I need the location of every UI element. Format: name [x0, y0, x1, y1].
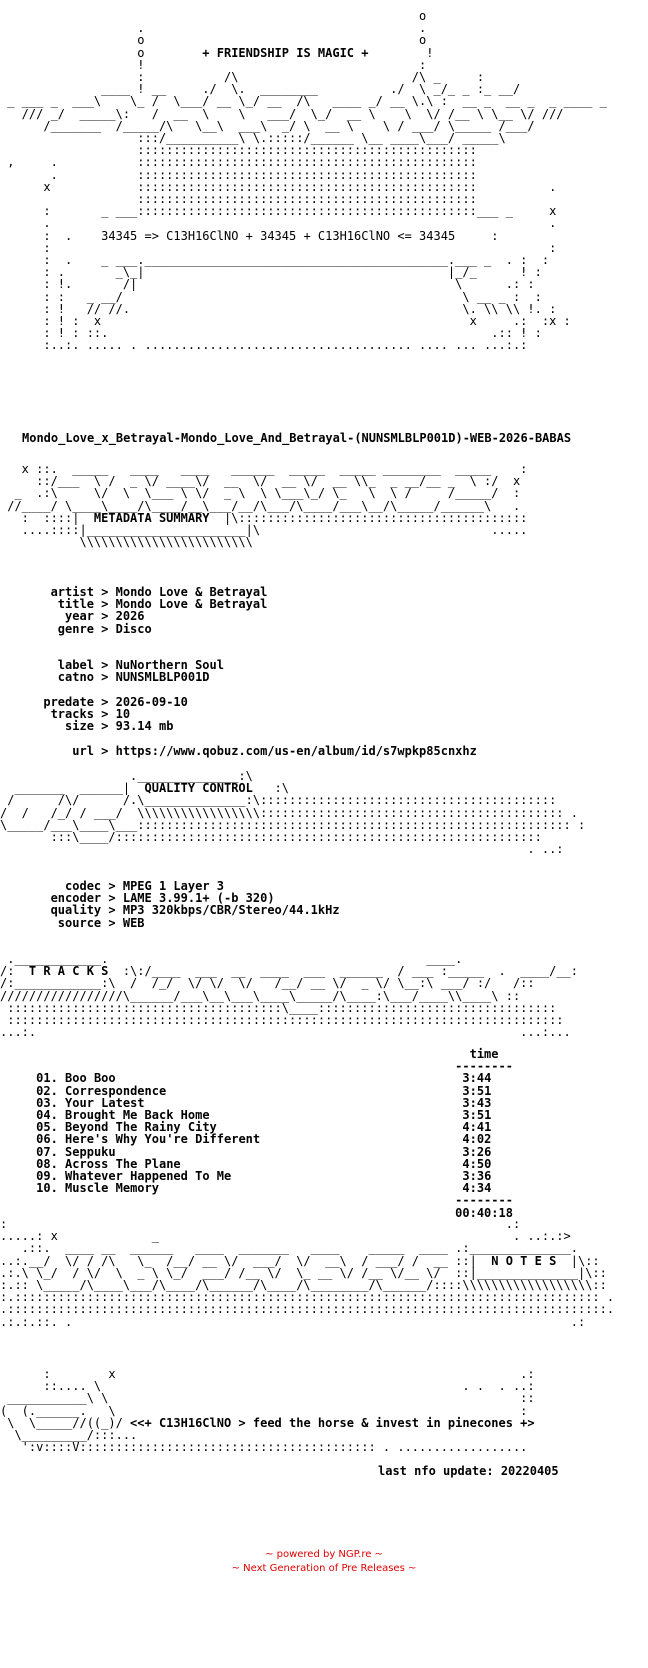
meta-artist: Mondo Love & Betrayal — [115, 585, 268, 599]
notes-ascii-art: : .: .....: x _ . ..:.:> .::. ____ __ ______ ____ _______ ____ _____ ____ .:______________. ..:.__/ \/ / /\ \_ /__/ __ \/ ___/ \/ __\ / ___/ / __ ::| N O T E S |\:: .:.\ \_/ / \/ \ _ \ \_/ ___/ /__ \/ \_ __ \/ /__ \/__ \/ ::|______________|\:: :.:: \_____/\____\___/\____/\______/\____/\________/\______/::::\\\\\\\\\\\\\\\\\\:: :.::::::::::::::::::::::::::::::::::::::::::::::::::::::::::::::::::::::::::::::::: . .:::::::::::::::::::::::::::::::::::::::::::::::::::::::::::::::::::::::::::::::::::. .:.:.::. . .: — [0, 1217, 615, 1329]
meta-catno: NUNSMLBLP001D — [115, 670, 210, 685]
tracklist: time -------- 01. Boo Boo 3:44 02. Correspondence 3:51 03. Your Latest 3:43 04. Brought Me Back Home 3:51 05. Beyond The Rainy City 4:41 06. Here's Why You're Different 4:02 07. Seppuku 3:26 08. Across The Plane 4:50 09. Whatever Happened To Me 3:36 10. Muscle Memory 4:34 -------- 00:40:18 — [36, 1047, 513, 1220]
q-source: WEB — [122, 915, 145, 930]
footer-powered[interactable]: ~ powered by NGP.re ~ — [265, 1549, 383, 1560]
track-10: 10. Muscle Memory 4:34 — [36, 1181, 492, 1196]
meta-url: https://www.qobuz.com/us-en/album/id/s7wpkp85cnxhz — [115, 743, 477, 758]
track-4: 04. Brought Me Back Home 3:51 — [36, 1108, 492, 1123]
track-9: 09. Whatever Happened To Me 3:36 — [36, 1169, 492, 1184]
track-8: 08. Across The Plane 4:50 — [36, 1156, 492, 1171]
notes-tagline: <<+ C13H16ClNO > feed the horse & invest in pinecones +> — [130, 1415, 535, 1430]
track-5: 05. Beyond The Rainy City 4:41 — [36, 1120, 492, 1135]
track-2: 02. Correspondence 3:51 — [36, 1083, 492, 1098]
track-1: 01. Boo Boo 3:44 — [36, 1071, 492, 1086]
quality-ascii-art: .______________:\ _______ ______| QUALITY CONTROL :\ / /\/ /.\______________:\::::::::::::::::::::::::::::::::::::::::: / / /_/ / ___/ \\\\\\\\\\\\\\\\\:::::::::::::::::::::::::::::::::::::::::: . \_____/___\____\___:::::::::::::::::::::::::::::::::::::::::::::::::::::::::::: : :::\____/::::::::::::::::::::::::::::::::::::::::::::::::::::::::::: . ..: — [0, 769, 586, 857]
section-metadata: METADATA SUMMARY — [93, 510, 210, 525]
q-codec: MPEG 1 Layer 3 — [122, 879, 224, 893]
section-tracks: T R A C K S — [28, 964, 109, 979]
meta-tracks: 10 — [115, 707, 131, 722]
footer-next: ~ Next Generation of Pre Releases ~ — [231, 1563, 417, 1574]
track-3: 03. Your Latest 3:43 — [36, 1095, 492, 1110]
meta-size: 93.14 mb — [115, 719, 174, 734]
header-ascii-art: o . . o o o + FRIENDSHIP IS MAGIC + ! ! : : /\ /\ _ : ____ ! __ ./ \. ________ ./ \ _/_ _ :_ __/ _ ___ _ ___\ \_ / \___/ __ \_/ __ /\ ____ _/ __ \.\ : __ _ __ _ _ ____ _ /// _/ _____\: / __ \ \ ___/ \_/ __ \ \ \/ /__ \ \__ \/ /// /_______ /_____/\ \__\ ___\ _/ \ __ \ \ / ___/ \_____ /___/ :::/__________\ \.:::::/______ \__ ____\___/ _____\ ::::::::::::::::::::::::::::::::::::::::::::::: , . ::::::::::::::::::::::::::::::::::::::::::::::: . ::::::::::::::::::::::::::::::::::::::::::::::: x ::::::::::::::::::::::::::::::::::::::::::::::: . ::::::::::::::::::::::::::::::::::::::::::::::: : _ ___:::::::::::::::::::::::::::::::::::::::::::::::___ _ x . . : . 34345 => C13H16ClNO + 34345 + C13H16ClNO <= 34345 : : : : . _ ___.__________________________________________.___ _ . : : : . _\_| |_/_ ! : : !. /| \ .: : : : _ __/ \ __ _ : : : ! // //. \. \\ \\ !. : : ! : x x .: :x : : ! : ::. .:: ! : :..:. ..... . ..................................... .... ... ...:.: — [7, 9, 607, 353]
time-header: time — [469, 1047, 499, 1061]
footer — [0, 1548, 648, 1576]
meta-predate: 2026-09-10 — [115, 694, 188, 709]
formula-text: 34345 => C13H16ClNO + 34345 + C13H16ClNO <= 34345 — [101, 228, 456, 243]
section-notes: N O T E S — [491, 1253, 557, 1268]
meta-label: NuNorthern Soul — [115, 658, 224, 673]
tracks-ascii-art: .____________. ____. /: T R A C K S :\:/____ ___ __ ____ ___ ______ / ___ :_____ . ____/__: /:____________:\ / /_/ \/ \/ \/ /__/ __ \/ _ \/ \__:\ ___/ :/ /:: /////////////////\______/___\__\___\____\_____/\____:\___/____\\____\ :: ::::::::::::::::::::::::::::::::::::::\____::::::::::::::::::::::::::::::::: ::::::::::::::::::::::::::::::::::::::::::::::::::::::::::::::::::::::::::::: ...:. ...:... — [0, 952, 578, 1040]
banner-text: + FRIENDSHIP IS MAGIC + — [202, 45, 369, 60]
meta-title: Mondo Love & Betrayal — [115, 597, 268, 612]
release-name: Mondo_Love_x_Betrayal-Mondo_Love_And_Betrayal-(NUNSMLBLP001D)-WEB-2026-BABAS — [22, 431, 572, 445]
track-6: 06. Here's Why You're Different 4:02 — [36, 1132, 492, 1147]
meta-genre: Disco — [115, 621, 152, 636]
total-time: 00:40:18 — [455, 1205, 513, 1220]
track-7: 07. Seppuku 3:26 — [36, 1144, 492, 1159]
last-update: last nfo update: 20220405 — [378, 1464, 559, 1478]
section-quality: QUALITY CONTROL — [144, 781, 253, 796]
q-encoder: LAME 3.99.1+ (-b 320) — [122, 891, 275, 906]
meta-year: 2026 — [115, 609, 145, 624]
notes-ascii-art-2: : x .: ::.... \ . . . ..: ___________\ \ :: ( (.______. \ : \ \_____//((_)/ <<+ C13H16ClNO > feed the horse & invest in pinecones +> \_________/:::... ':v::::V::::::::::::::::::::::::::::::::::::::::: . .................. — [0, 1367, 535, 1455]
quality-block: codec > MPEG 1 Layer 3 encoder > LAME 3.99.1+ (-b 320) quality > MP3 320kbps/CBR/Stereo/44.1kHz source > WEB — [50, 879, 340, 930]
q-quality: MP3 320kbps/CBR/Stereo/44.1kHz — [122, 903, 340, 918]
metadata-ascii-art: x ::. _____ ____ ____ ______ _____ _____ ________ _____ : ::/___ \ / _ \/ ____\/ __ \/ __ \/ __ \\_ _ __/__ _ \ :/ x _ .:\ \/ \ \___ \ \/ _ \ \ \___\_/ \_ \ \ / /_____/ : //____/ \____\____/\____/__\___/__/\___/\____/___\__/\_____/______\ . : ::::| METADATA SUMMARY |\:::::::::::::::::::::::::::::::::::::::: ....::::|______________________|\ ..... \\\\\\\\\\\\\\\\\\\\\\\\ — [7, 462, 528, 550]
metadata-block: artist > Mondo Love & Betrayal title > Mondo Love & Betrayal year > 2026 genre > Disco label > NuNorthern Soul catno > NUNSMLBLP001D predate > 2026-09-10 tracks > 10 size > 93.14 mb url > https://www.qobuz.com/us-en/album/id/s7wpkp85cnxhz — [43, 585, 477, 758]
